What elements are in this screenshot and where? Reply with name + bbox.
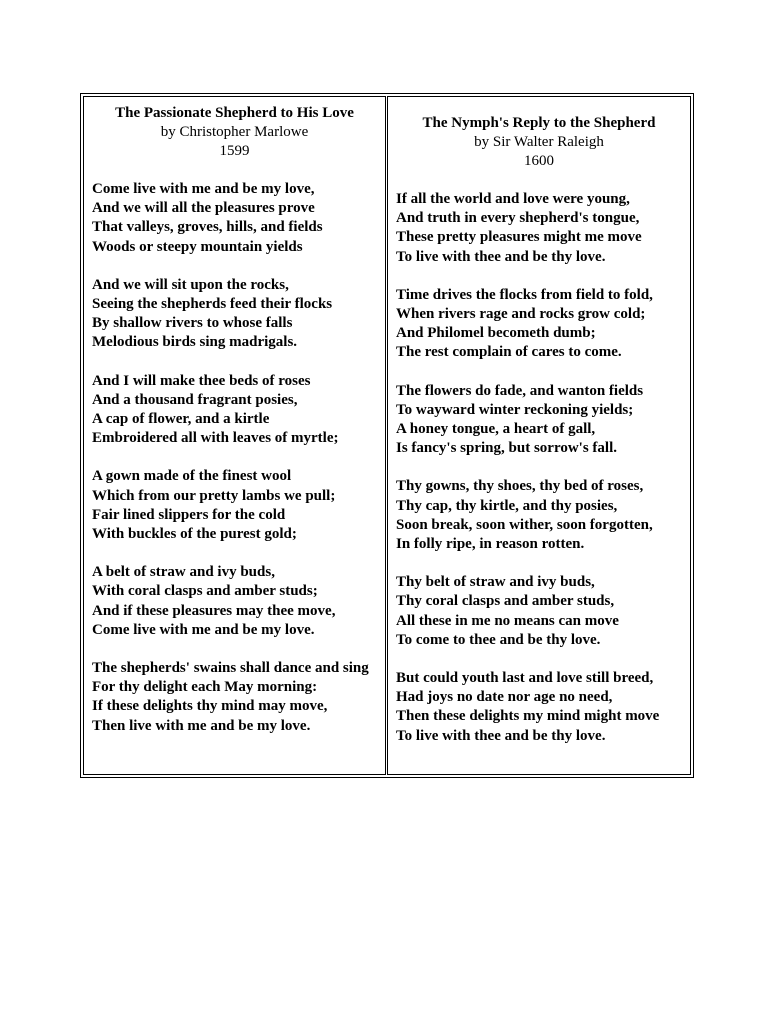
verse-line: All these in me no means can move [396,612,619,629]
poem-body [388,190,690,746]
verse-line: If all the world and love were young, [396,191,630,207]
poems-table [80,93,694,778]
verse-line: Come live with me and be my love. [92,621,315,638]
verse-line: Is fancy's spring, but sorrow's fall. [396,440,618,457]
poem-cell-marlowe [83,96,386,775]
stanza [92,659,377,736]
verse-line: With buckles of the purest gold; [92,526,297,543]
verse-line: And we will all the pleasures prove [92,200,315,217]
verse-line: By shallow rivers to whose falls [92,315,293,332]
verse-line: Thy belt of straw and ivy buds, [396,574,595,591]
stanza [396,477,684,554]
verse-line: A gown made of the finest wool [92,468,292,485]
stanza [92,276,377,353]
stanza [92,372,377,449]
verse-line: The shepherds' swains shall dance and sing [92,660,369,677]
verse-line: To live with thee and be thy love. [396,248,606,265]
verse-line: When rivers rage and rocks grow cold; [396,306,646,323]
stanza [396,286,684,363]
stanza [92,563,377,640]
stanza [92,180,377,257]
stanza [396,573,684,650]
verse-line: A cap of flower, and a kirtle [92,411,270,428]
verse-line: Thy gowns, thy shoes, thy bed of roses, [396,478,644,495]
verse-line: But could youth last and love still breed, [396,670,654,687]
verse-line: If these delights thy mind may move, [92,698,328,715]
verse-line: Then live with me and be my love. [92,717,311,734]
verse-line: To come to thee and be thy love. [396,631,601,648]
verse-line: And Philomel becometh dumb; [396,325,596,342]
poem-heading [388,114,690,171]
verse-line: Fair lined slippers for the cold [92,506,286,523]
poem-year: 1600 [524,153,554,169]
verse-line: And we will sit upon the rocks, [92,276,289,293]
poem-author: by Christopher Marlowe [160,124,309,140]
verse-line: These pretty pleasures might me move [396,229,642,246]
verse-line: And if these pleasures may thee move, [92,602,336,619]
poem-title: The Nymph's Reply to the Shepherd [422,115,656,131]
verse-line: Seeing the shepherds feed their flocks [92,296,333,313]
verse-line: Had joys no date nor age no need, [396,689,613,706]
verse-line: For thy delight each May morning: [92,679,318,696]
verse-line: Woods or steepy mountain yields [92,238,303,255]
verse-line: A belt of straw and ivy buds, [92,564,275,581]
stanza [396,190,684,267]
verse-line: Soon break, soon wither, soon forgotten, [396,516,653,533]
poem-heading [84,104,385,161]
verse-line: That valleys, groves, hills, and fields [92,219,323,236]
verse-line: Which from our pretty lambs we pull; [92,487,336,504]
verse-line: And truth in every shepherd's tongue, [396,210,640,227]
verse-line: Embroidered all with leaves of myrtle; [92,430,339,447]
poem-author: by Sir Walter Raleigh [474,134,604,150]
stanza [396,669,684,746]
verse-line: With coral clasps and amber studs; [92,583,318,600]
verse-line: Time drives the flocks from field to fold, [396,286,653,303]
poem-year: 1599 [219,143,250,159]
verse-line: The rest complain of cares to come. [396,344,622,361]
poem-title: The Passionate Shepherd to His Love [115,105,354,121]
verse-line: Come live with me and be my love, [92,181,315,197]
verse-line: Melodious birds sing madrigals. [92,334,298,351]
verse-line: Then these delights my mind might move [396,708,660,725]
verse-line: And a thousand fragrant posies, [92,391,298,408]
poem-cell-raleigh [387,96,691,775]
poem-body [84,180,385,736]
stanza [92,467,377,544]
verse-line: To live with thee and be thy love. [396,727,606,744]
verse-line: Thy cap, thy kirtle, and thy posies, [396,497,618,514]
verse-line: Thy coral clasps and amber studs, [396,593,615,610]
stanza [396,382,684,459]
verse-line: In folly ripe, in reason rotten. [396,536,585,553]
verse-line: The flowers do fade, and wanton fields [396,382,644,399]
verse-line: And I will make thee beds of roses [92,372,311,389]
verse-line: A honey tongue, a heart of gall, [396,421,596,438]
verse-line: To wayward winter reckoning yields; [396,401,634,418]
